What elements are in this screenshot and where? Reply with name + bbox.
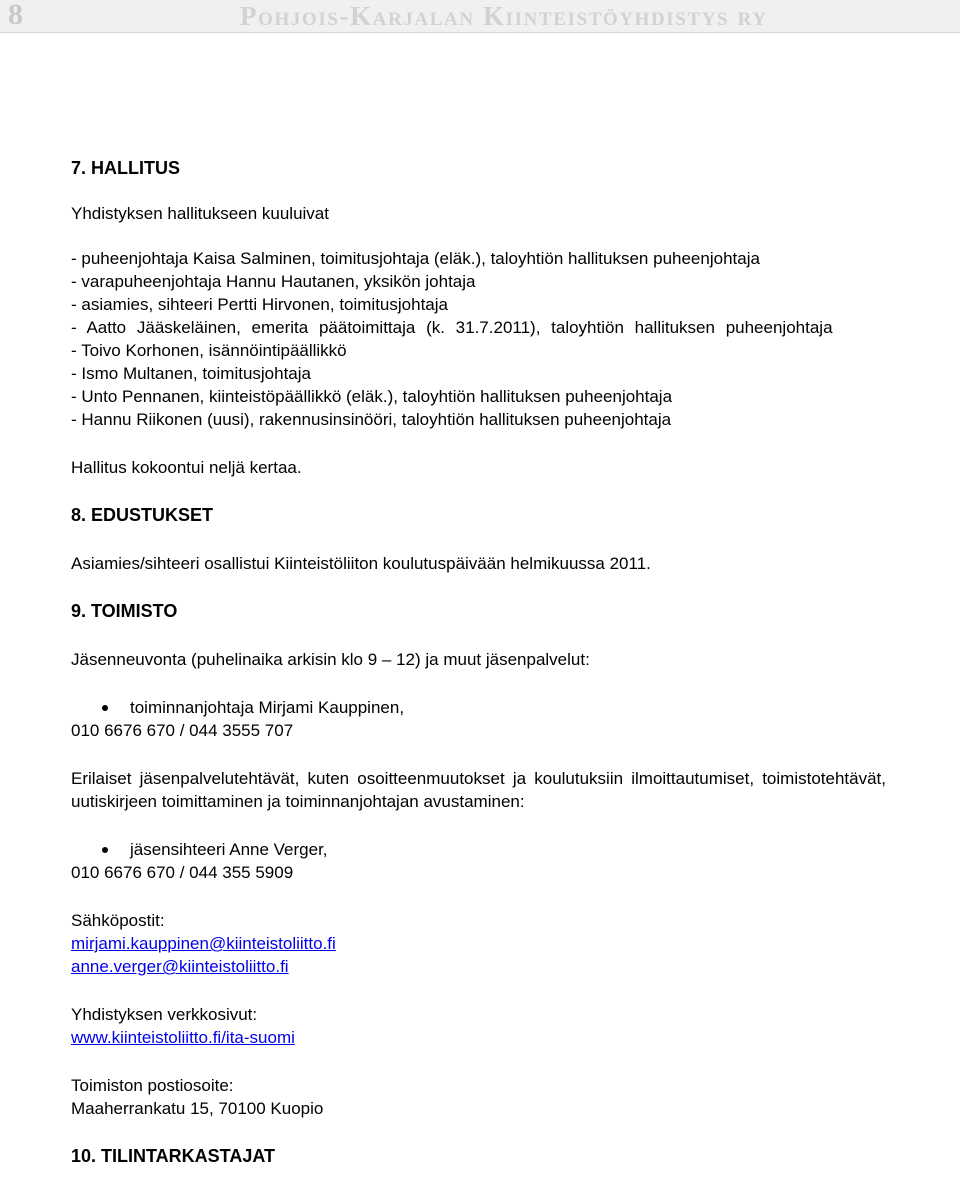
board-member: - Toivo Korhonen, isännöintipäällikkö	[71, 341, 347, 360]
page-header	[0, 0, 960, 33]
contact-phone: 010 6676 670 / 044 355 5909	[71, 863, 294, 882]
meetings-text: Hallitus kokoontui neljä kertaa.	[71, 458, 302, 477]
email-link-mirjami[interactable]: mirjami.kauppinen@kiinteistoliitto.fi	[71, 934, 336, 953]
board-member: - Ismo Multanen, toimitusjohtaja	[71, 364, 311, 383]
toimisto-intro: Jäsenneuvonta (puhelinaika arkisin klo 9 – 12) ja muut jäsenpalvelut:	[71, 650, 590, 669]
list-item	[71, 838, 886, 884]
section-heading-toimisto: 9. TOIMISTO	[71, 601, 178, 621]
email-label: Sähköpostit:	[71, 911, 165, 930]
board-member: - puheenjohtaja Kaisa Salminen, toimitusjohtaja (eläk.), taloyhtiön hallituksen puheenjohtaja	[71, 249, 760, 268]
board-member: - asiamies, sihteeri Pertti Hirvonen, toimitusjohtaja	[71, 295, 448, 314]
bullet-icon	[102, 847, 108, 853]
contact-name: jäsensihteeri Anne Verger,	[130, 840, 328, 859]
board-member: - Hannu Riikonen (uusi), rakennusinsinööri, taloyhtiön hallituksen puheenjohtaja	[71, 410, 672, 429]
website-link[interactable]: www.kiinteistoliitto.fi/ita-suomi	[71, 1028, 295, 1047]
bullet-icon	[102, 705, 108, 711]
postal-address: Maaherrankatu 15, 70100 Kuopio	[71, 1099, 324, 1118]
contact-list-1	[71, 696, 886, 742]
email-link-anne[interactable]: anne.verger@kiinteistoliitto.fi	[71, 957, 289, 976]
board-member: - Aatto Jääskeläinen, emerita päätoimittaja (k. 31.7.2011), taloyhtiön hallituksen puheenjohtaja	[71, 318, 833, 337]
section-heading-tilintarkastajat: 10. TILINTARKASTAJAT	[71, 1146, 276, 1166]
contact-name: toiminnanjohtaja Mirjami Kauppinen,	[130, 698, 405, 717]
board-member: - Unto Pennanen, kiinteistöpäällikkö (eläk.), taloyhtiön hallituksen puheenjohtaja	[71, 387, 673, 406]
board-member-list	[71, 247, 886, 431]
edustukset-text: Asiamies/sihteeri osallistui Kiinteistöliiton koulutuspäivään helmikuussa 2011.	[71, 554, 651, 573]
contact-phone: 010 6676 670 / 044 3555 707	[71, 721, 294, 740]
hallitus-intro: Yhdistyksen hallitukseen kuuluivat	[71, 204, 329, 223]
website-label: Yhdistyksen verkkosivut:	[71, 1005, 258, 1024]
address-label: Toimiston postiosoite:	[71, 1076, 234, 1095]
section-heading-edustukset: 8. EDUSTUKSET	[71, 505, 214, 525]
contact-list-2	[71, 838, 886, 884]
duties-text: Erilaiset jäsenpalvelutehtävät, kuten osoitteenmuutokset ja koulutuksiin ilmoittautumiset, toimistotehtävät, uutiskirjeen toimittaminen ja toiminnanjohtajan avustaminen:	[71, 769, 886, 811]
document-body	[71, 157, 886, 1168]
list-item	[71, 696, 886, 742]
running-title: Pohjois-Karjalan Kiinteistöyhdistys ry	[240, 1, 768, 31]
board-member: - varapuheenjohtaja Hannu Hautanen, yksikön johtaja	[71, 272, 476, 291]
section-heading-hallitus: 7. HALLITUS	[71, 158, 181, 178]
page-number: 8	[8, 0, 23, 31]
